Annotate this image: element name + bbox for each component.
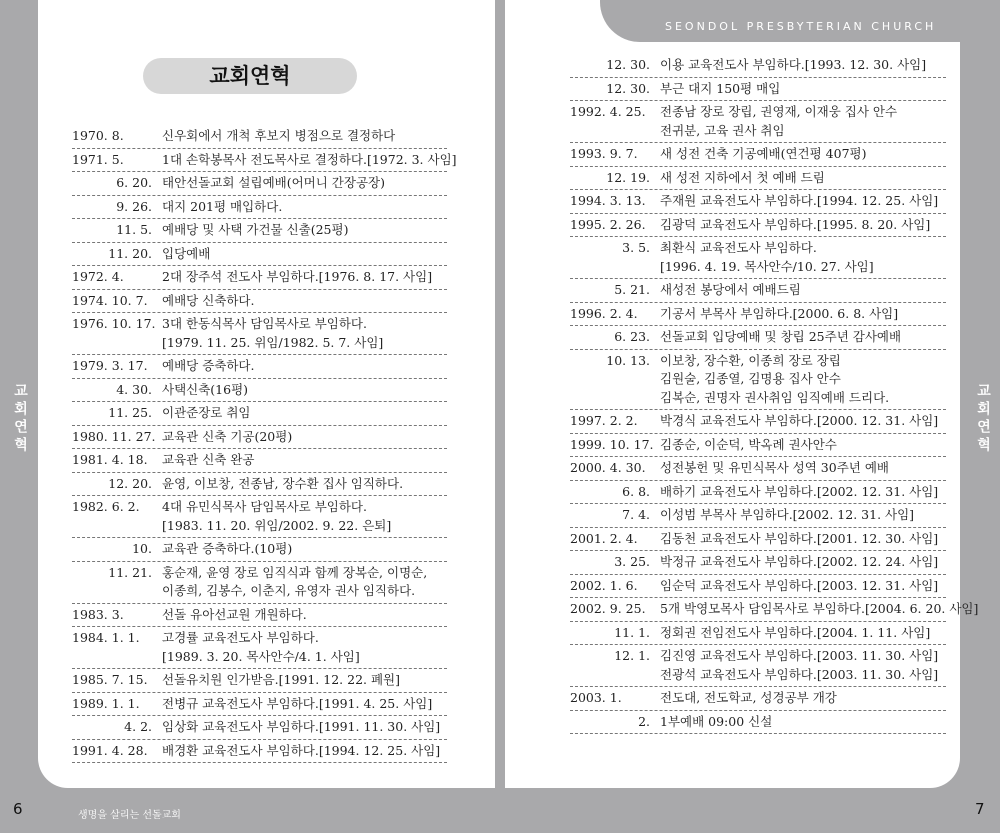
history-row — [570, 481, 946, 505]
history-date: 1994. 3. 13. — [570, 193, 646, 208]
left-side-label: 교회연혁 — [12, 383, 28, 455]
history-date: 1972. 4. — [72, 269, 124, 284]
history-row — [72, 266, 447, 290]
history-date: 1981. 4. 18. — [72, 452, 148, 467]
history-row — [570, 711, 946, 735]
history-event — [162, 221, 447, 240]
history-row — [570, 504, 946, 528]
history-event-line: 전도대, 전도학교, 성경공부 개강 — [660, 690, 837, 705]
history-row — [72, 627, 447, 669]
history-event-line: 선돌교회 입당예배 및 창립 25주년 감사예배 — [660, 329, 902, 344]
history-row — [570, 687, 946, 711]
history-event-line: 이종희, 김봉수, 이춘지, 유영자 권사 임직하다. — [162, 583, 416, 598]
history-event — [660, 239, 946, 276]
history-event — [162, 671, 447, 690]
history-event-line: 1대 손학봉목사 전도목사로 결정하다.[1972. 3. 사임] — [162, 151, 457, 167]
history-event-line: 성전봉헌 및 유민식목사 성역 30주년 예배 — [660, 460, 889, 475]
history-event — [162, 404, 447, 423]
history-event-line: 전종남 장로 장립, 권영재, 이재웅 집사 안수 — [660, 104, 898, 119]
history-row — [72, 473, 447, 497]
history-date: 2. — [638, 713, 650, 729]
history-event-line: 1부예배 09:00 신설 — [660, 713, 773, 729]
footer-slogan: 생명을 살리는 선돌교회 — [78, 810, 181, 821]
history-event — [162, 292, 447, 311]
history-event — [162, 629, 447, 666]
history-date: 12. 30. — [606, 80, 650, 96]
history-event — [660, 713, 946, 732]
history-date: 1984. 1. 1. — [72, 630, 140, 645]
history-event-line: 예배당 증축하다. — [162, 358, 255, 373]
history-date: 1976. 10. 17. — [72, 316, 156, 331]
history-event — [660, 56, 946, 75]
history-date: 10. — [132, 541, 152, 556]
history-date: 2003. 1. — [570, 690, 622, 705]
history-row — [570, 54, 946, 78]
history-event — [660, 600, 978, 619]
history-row — [570, 434, 946, 458]
history-event-line: 선돌유치원 인가받음.[1991. 12. 22. 폐원] — [162, 672, 400, 687]
history-date: 9. 26. — [116, 198, 152, 214]
history-row — [72, 740, 447, 764]
history-row — [72, 449, 447, 473]
history-row — [72, 313, 447, 355]
history-event-line: 윤영, 이보창, 전종남, 장수환 집사 임직하다. — [162, 475, 404, 491]
history-event-line: 김원술, 김종열, 김명용 집사 안수 — [660, 371, 841, 386]
history-event-line: 새성전 봉당에서 예배드림 — [660, 282, 801, 297]
history-event-line: 주재원 교육전도사 부임하다.[1994. 12. 25. 사임] — [660, 193, 939, 208]
history-row — [570, 101, 946, 143]
history-event — [660, 412, 946, 431]
history-event — [660, 506, 946, 525]
history-date: 12. 30. — [606, 57, 650, 72]
history-event-line: 정회권 전임전도사 부임하다.[2004. 1. 11. 사임] — [660, 624, 931, 640]
history-event-line: 박경식 교육전도사 부임하다.[2000. 12. 31. 사임] — [660, 413, 939, 428]
history-event-line: 전귀분, 고육 권사 취임 — [660, 122, 785, 138]
history-row — [570, 190, 946, 214]
history-event — [162, 695, 447, 714]
history-row — [570, 598, 979, 622]
history-date: 1992. 4. 25. — [570, 104, 646, 119]
history-date: 5. 21. — [614, 282, 650, 297]
history-event-line: [1996. 4. 19. 목사안수/10. 27. 사임] — [660, 258, 874, 274]
history-date: 1999. 10. 17. — [570, 436, 654, 452]
history-event — [660, 216, 946, 235]
history-date: 1991. 4. 28. — [72, 742, 148, 758]
history-event-line: 2대 장주석 전도사 부임하다.[1976. 8. 17. 사임] — [162, 269, 433, 284]
history-row — [72, 149, 457, 173]
history-row — [72, 604, 447, 628]
history-date: 3. 25. — [614, 554, 650, 569]
history-event — [660, 530, 946, 549]
history-event — [660, 483, 946, 502]
history-row — [570, 303, 946, 327]
history-date: 2000. 4. 30. — [570, 460, 646, 475]
history-row — [570, 457, 946, 481]
history-row — [72, 496, 447, 538]
history-row — [570, 410, 946, 434]
history-event-line: 배하기 교육전도사 부임하다.[2002. 12. 31. 사임] — [660, 483, 939, 499]
history-row — [72, 243, 447, 267]
history-event — [660, 305, 946, 324]
history-event — [162, 174, 447, 193]
left-history-table — [72, 125, 457, 763]
history-event-line: 전광석 교육전도사 부임하다.[2003. 11. 30. 사임] — [660, 666, 939, 682]
history-event — [162, 564, 447, 601]
history-event-line: 예배당 및 사택 가건물 신출(25평) — [162, 222, 349, 237]
history-date: 1993. 9. 7. — [570, 146, 638, 161]
history-date: 4. 30. — [116, 381, 152, 397]
history-event — [660, 169, 946, 188]
history-event-line: 태안선돌교회 설립예배(어머니 간장공장) — [162, 175, 385, 190]
history-date: 6. 23. — [614, 329, 650, 344]
history-date: 12. 19. — [606, 169, 650, 185]
history-row — [570, 237, 946, 279]
history-date: 10. 13. — [606, 352, 650, 368]
history-row — [570, 528, 946, 552]
history-date: 1983. 3. — [72, 606, 124, 622]
history-event-line: 김동천 교육전도사 부임하다.[2001. 12. 30. 사임] — [660, 530, 939, 546]
history-event — [162, 357, 447, 376]
history-row — [570, 551, 946, 575]
history-event-line: 임상화 교육전도사 부임하다.[1991. 11. 30. 사임] — [162, 719, 441, 734]
history-row — [72, 669, 447, 693]
history-event-line: 전병규 교육전도사 부임하다.[1991. 4. 25. 사임] — [162, 695, 433, 711]
history-event-line: [1983. 11. 20. 위임/2002. 9. 22. 은퇴] — [162, 517, 392, 533]
history-event — [660, 328, 946, 347]
history-event-line: 이성범 부목사 부임하다.[2002. 12. 31. 사임] — [660, 507, 915, 522]
history-event-line: 4대 유민식목사 담임목사로 부임하다. — [162, 499, 367, 514]
history-date: 6. 8. — [622, 483, 650, 499]
history-event-line: 교육관 신축 완공 — [162, 452, 255, 467]
history-event-line: 신우회에서 개척 후보지 병점으로 결정하다 — [162, 128, 396, 143]
history-row — [72, 290, 447, 314]
history-date: 3. 5. — [622, 240, 650, 255]
history-date: 1996. 2. 4. — [570, 305, 638, 321]
history-event — [660, 436, 946, 455]
history-date: 1971. 5. — [72, 151, 124, 167]
history-event — [660, 145, 946, 164]
history-event-line: 김진영 교육전도사 부임하다.[2003. 11. 30. 사임] — [660, 648, 939, 663]
history-event — [162, 315, 447, 352]
history-event-line: 김복순, 권명자 권사취임 임직예배 드리다. — [660, 389, 890, 405]
history-event — [162, 475, 447, 494]
history-row — [570, 645, 946, 687]
history-row — [72, 538, 447, 562]
left-page-number: 6 — [13, 800, 23, 818]
history-event-line: 배경환 교육전도사 부임하다.[1994. 12. 25. 사임] — [162, 742, 441, 758]
history-event — [660, 624, 946, 643]
history-row — [570, 350, 946, 411]
history-event-line: 사택신축(16평) — [162, 381, 249, 397]
history-date: 1980. 11. 27. — [72, 428, 156, 444]
right-side-label: 교회연혁 — [975, 383, 991, 455]
history-date: 1970. 8. — [72, 128, 124, 143]
history-row — [72, 426, 447, 450]
history-event — [660, 281, 946, 300]
history-row — [72, 355, 447, 379]
history-date: 1985. 7. 15. — [72, 672, 148, 687]
history-row — [570, 214, 946, 238]
history-row — [72, 716, 447, 740]
history-date: 11. 21. — [108, 564, 152, 580]
history-row — [72, 125, 447, 149]
history-event-line: 이보창, 장수환, 이종희 장로 장립 — [660, 352, 841, 368]
history-event-line: 새 성전 건축 기공예배(연건평 407평) — [660, 146, 867, 161]
history-date: 6. 20. — [116, 175, 152, 190]
history-date: 2001. 2. 4. — [570, 530, 638, 546]
history-event — [660, 689, 946, 708]
history-event-line: [1989. 3. 20. 목사안수/4. 1. 사임] — [162, 648, 360, 664]
history-row — [570, 167, 946, 191]
history-event-line: 예배당 신축하다. — [162, 292, 255, 308]
history-row — [72, 693, 447, 717]
history-event-line: 부근 대지 150평 매입 — [660, 80, 781, 96]
history-event-line: 이용 교육전도사 부임하다.[1993. 12. 30. 사임] — [660, 57, 927, 72]
history-row — [72, 196, 447, 220]
history-date: 1989. 1. 1. — [72, 695, 140, 711]
history-event — [162, 718, 447, 737]
history-event — [162, 742, 447, 761]
history-event — [660, 553, 946, 572]
history-event — [162, 606, 447, 625]
history-date: 7. 4. — [622, 507, 650, 522]
history-row — [72, 219, 447, 243]
church-name-header: SEONDOL PRESBYTERIAN CHURCH — [665, 20, 937, 33]
history-event-line: 박정규 교육전도사 부임하다.[2002. 12. 24. 사임] — [660, 554, 939, 569]
history-event-line: 3대 한동식목사 담임목사로 부임하다. — [162, 316, 367, 331]
history-row — [570, 622, 946, 646]
history-event — [660, 647, 946, 684]
history-event-line: [1979. 11. 25. 위임/1982. 5. 7. 사임] — [162, 334, 384, 350]
history-event-line: 교육관 증축하다.(10평) — [162, 541, 293, 556]
history-date: 2002. 1. 6. — [570, 577, 638, 593]
history-event-line: 교육관 신축 기공(20평) — [162, 428, 293, 444]
history-event — [162, 245, 447, 264]
history-event-line: 대지 201평 매입하다. — [162, 198, 283, 214]
history-date: 1974. 10. 7. — [72, 292, 148, 308]
history-event-line: 김종순, 이순덕, 박옥례 권사안수 — [660, 436, 837, 452]
history-event-line: 이관준장로 취임 — [162, 405, 251, 420]
history-event — [660, 459, 946, 478]
right-page-number: 7 — [975, 800, 985, 818]
history-event — [660, 103, 946, 140]
history-date: 1995. 2. 26. — [570, 216, 646, 232]
history-row — [72, 402, 447, 426]
history-row — [570, 326, 946, 350]
history-row — [72, 562, 447, 604]
history-date: 12. 1. — [614, 648, 650, 663]
history-date: 1997. 2. 2. — [570, 413, 638, 428]
history-row — [570, 143, 946, 167]
history-date: 11. 20. — [108, 245, 152, 261]
history-row — [570, 78, 946, 102]
history-row — [570, 575, 946, 599]
history-event — [162, 498, 447, 535]
history-event — [162, 268, 447, 287]
history-event-line: 임순덕 교육전도사 부임하다.[2003. 12. 31. 사임] — [660, 577, 939, 593]
history-event — [162, 540, 447, 559]
history-event — [162, 127, 447, 146]
history-event-line: 기공서 부목사 부임하다.[2000. 6. 8. 사임] — [660, 305, 899, 321]
history-row — [570, 279, 946, 303]
history-date: 4. 2. — [124, 719, 152, 734]
right-history-table — [570, 54, 979, 734]
history-date: 1982. 6. 2. — [72, 499, 140, 514]
history-event — [162, 428, 447, 447]
history-date: 2002. 9. 25. — [570, 601, 646, 616]
history-event — [660, 577, 946, 596]
history-event-line: 5개 박영모목사 담임목사로 부임하다.[2004. 6. 20. 사임] — [660, 601, 979, 616]
history-event-line: 새 성전 지하에서 첫 예배 드림 — [660, 169, 825, 185]
history-event — [660, 80, 946, 99]
history-event-line: 홍순재, 윤영 장로 임직식과 함께 장복순, 이명순, — [162, 564, 428, 580]
history-date: 11. 25. — [108, 405, 152, 420]
history-event-line: 입당예배 — [162, 245, 211, 261]
history-event — [162, 151, 457, 170]
history-date: 11. 5. — [116, 222, 152, 237]
history-row — [72, 379, 447, 403]
history-row — [72, 172, 447, 196]
history-event-line: 고경률 교육전도사 부임하다. — [162, 630, 319, 645]
history-event-line: 최환식 교육전도사 부임하다. — [660, 240, 817, 255]
history-date: 12. 20. — [108, 475, 152, 491]
history-event — [162, 451, 447, 470]
page-title: 교회연혁 — [143, 58, 357, 94]
history-event — [660, 352, 946, 408]
history-event — [162, 381, 447, 400]
history-event-line: 선돌 유아선교원 개원하다. — [162, 606, 307, 622]
history-event-line: 김광덕 교육전도사 부임하다.[1995. 8. 20. 사임] — [660, 216, 931, 232]
history-date: 11. 1. — [614, 624, 650, 640]
history-event — [660, 192, 946, 211]
history-event — [162, 198, 447, 217]
history-date: 1979. 3. 17. — [72, 358, 148, 373]
